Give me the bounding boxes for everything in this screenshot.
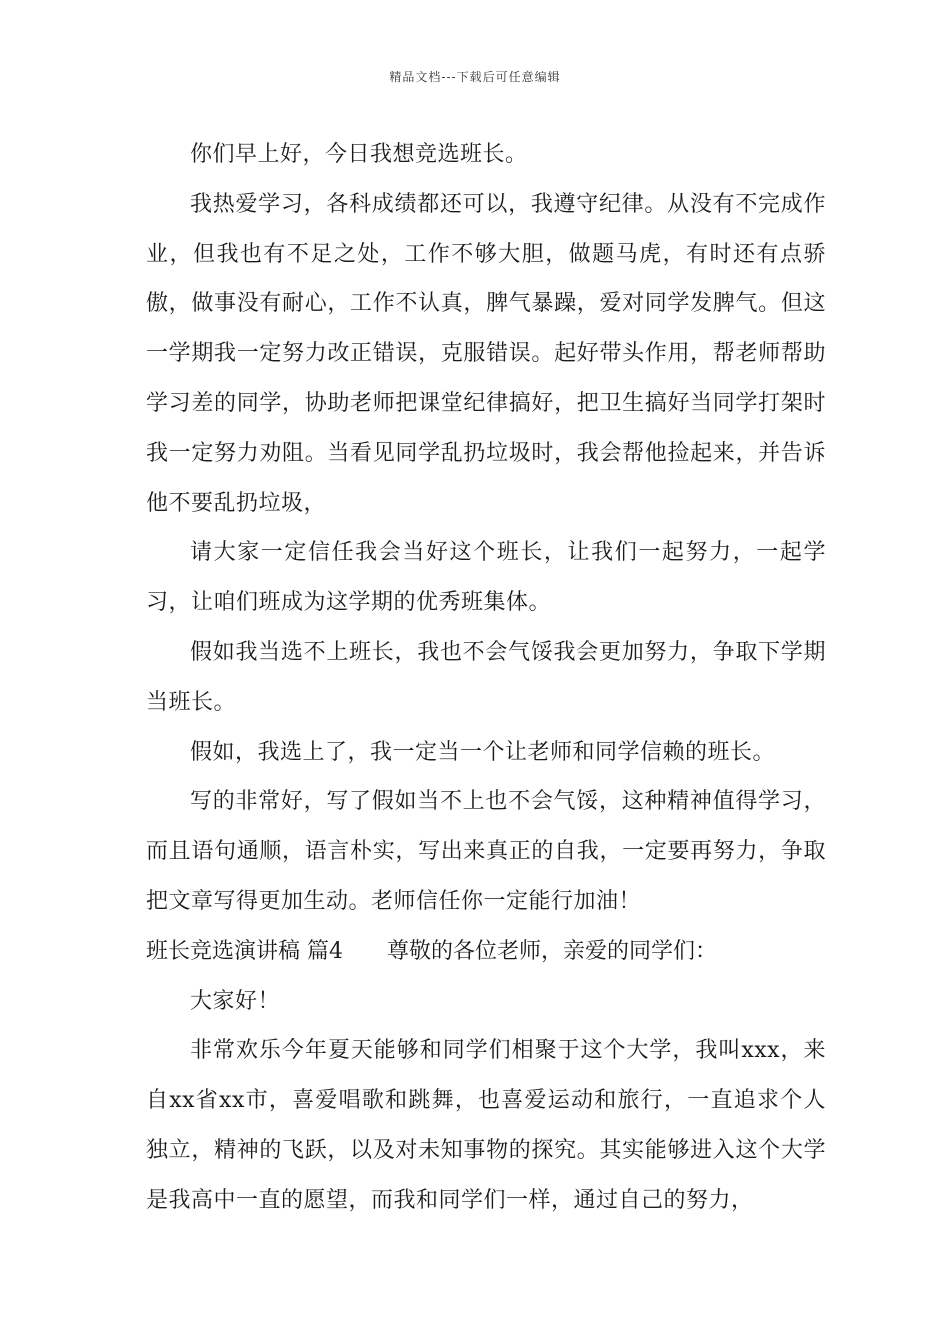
paragraph-self-assessment: 我热爱学习，各科成绩都还可以，我遵守纪律。从没有不完成作业，但我也有不足之处，工作不够大胆，做题马虎，有时还有点骄傲，做事没有耐心，工作不认真，脾气暴躁，爱对同学发脾气。但这一学期我一定努力改正错误，克服错误。起好带头作用，帮老师帮助学习差的同学，协助老师把课堂纪律搞好，把卫生搞好当同学打架时我一定努力劝阻。当看见同学乱扔垃圾时，我会帮他捡起来，并告诉他不要乱扔垃圾， xyxy=(146,191,826,516)
page-header: 精品文档---下载后可任意编辑 xyxy=(389,70,561,84)
paragraph-greeting: 你们早上好，今日我想竞选班长。 xyxy=(190,142,528,167)
section-salutation: 尊敬的各位老师，亲爱的同学们： xyxy=(387,938,718,964)
paragraph-hello: 大家好！ xyxy=(190,988,281,1014)
paragraph-appeal: 请大家一定信任我会当好这个班长，让我们一起努力，一起学习，让咱们班成为这学期的优秀班集体。 xyxy=(146,540,826,616)
section-title: 班长竞选演讲稿 篇4 xyxy=(146,938,343,964)
paragraph-teacher-comment: 写的非常好，写了假如当不上也不会气馁，这种精神值得学习，而且语句通顺，语言朴实，写出来真正的自我，一定要再努力，争取把文章写得更加生动。老师信任你一定能行加油！ xyxy=(146,789,826,914)
paragraph-if-elected: 假如，我选上了，我一定当一个让老师和同学信赖的班长。 xyxy=(190,739,776,765)
section-heading-line xyxy=(146,927,826,977)
paragraph-if-not-elected: 假如我当选不上班长，我也不会气馁我会更加努力，争取下学期当班长。 xyxy=(146,639,826,715)
document-body xyxy=(146,130,826,1226)
paragraph-introduction: 非常欢乐今年夏天能够和同学们相聚于这个大学，我叫xxx，来自xx省xx市，喜爱唱歌和跳舞，也喜爱运动和旅行，一直追求个人独立，精神的飞跃，以及对未知事物的探究。其实能够进入这个大学是我高中一直的愿望，而我和同学们一样，通过自己的努力， xyxy=(146,1038,826,1213)
